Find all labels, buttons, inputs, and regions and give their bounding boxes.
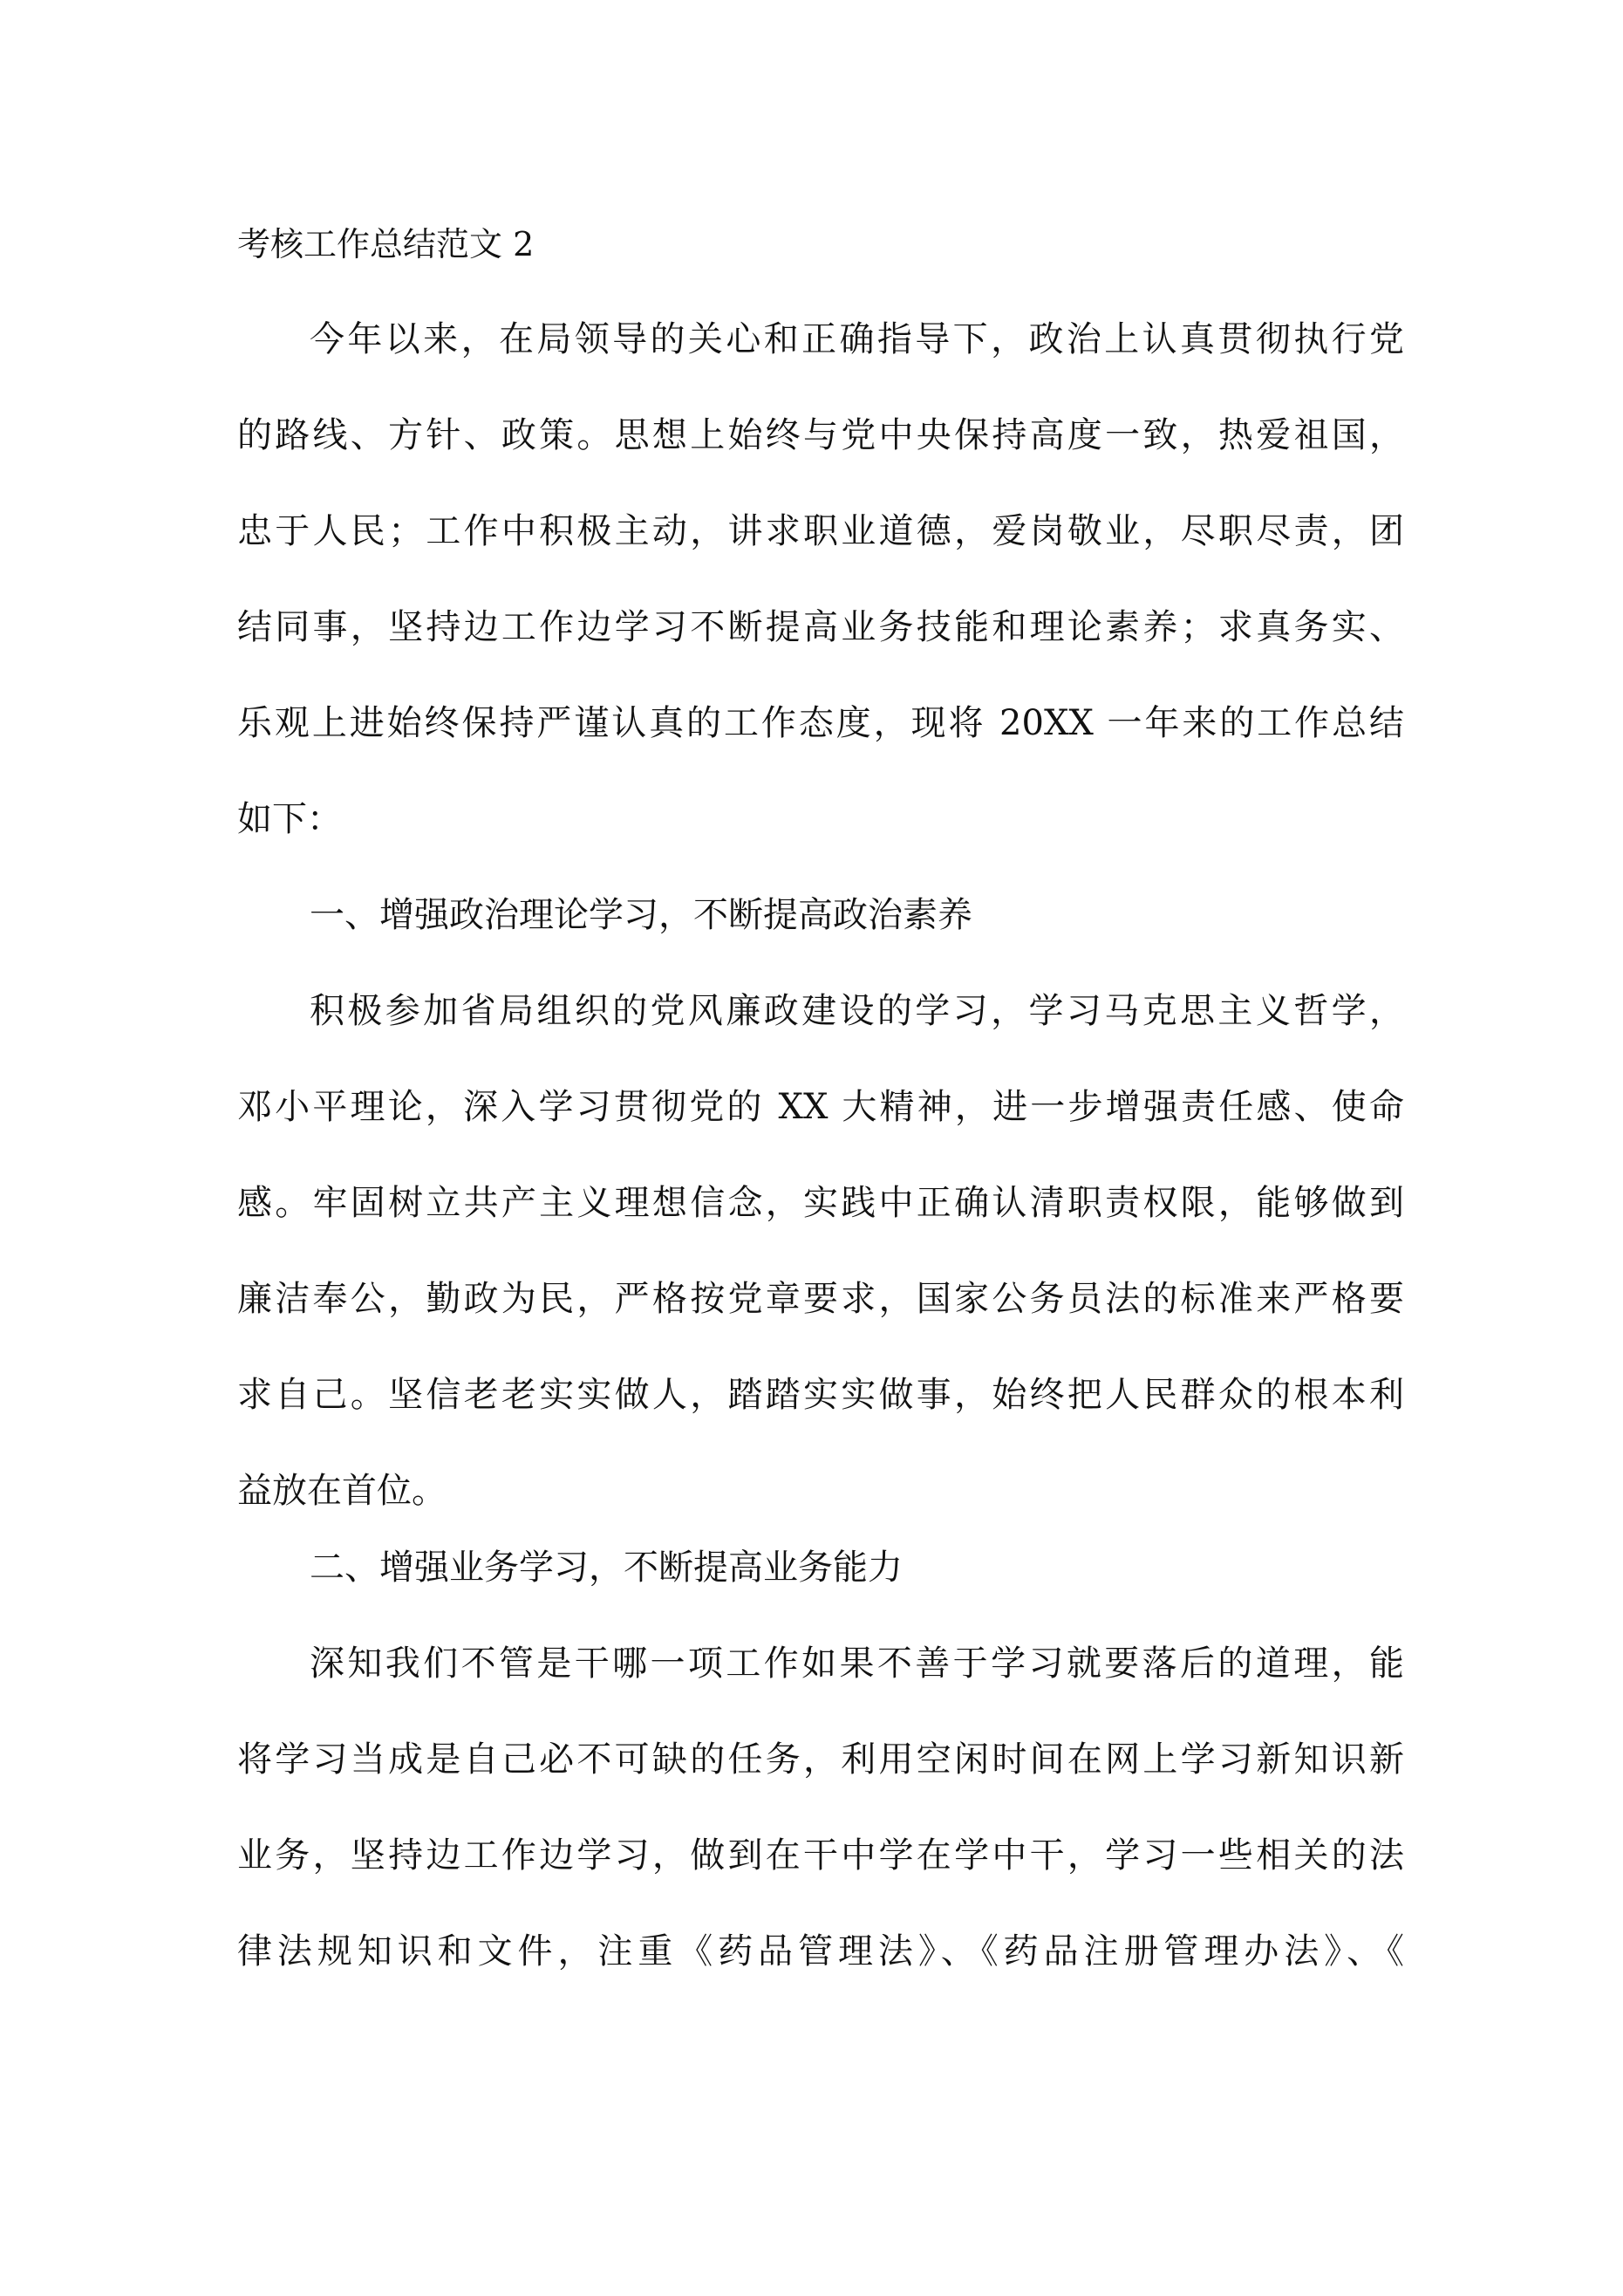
paragraph-line: 将学习当成是自己必不可缺的任务，利用空闲时间在网上学习新知识新 [237, 1739, 1404, 1780]
paragraph-line: 今年以来，在局领导的关心和正确指导下，政治上认真贯彻执行党 [310, 319, 1404, 359]
section-heading-1: 一、增强政治理论学习，不断提高政治素养 [310, 895, 972, 935]
paragraph-line: 邓小平理论，深入学习贯彻党的 XX 大精神，进一步增强责任感、使命 [237, 1087, 1404, 1127]
paragraph-line: 如下： [237, 799, 342, 839]
paragraph-line: 的路线、方针、政策。思想上始终与党中央保持高度一致，热爱祖国， [237, 415, 1404, 455]
paragraph-line: 律法规知识和文件，注重《药品管理法》、《药品注册管理办法》、《 [237, 1931, 1404, 1971]
section-heading-2: 二、增强业务学习，不断提高业务能力 [310, 1548, 903, 1588]
paragraph-line: 求自己。坚信老老实实做人，踏踏实实做事，始终把人民群众的根本利 [237, 1375, 1404, 1415]
paragraph-line: 深知我们不管是干哪一项工作如果不善于学习就要落后的道理，能 [310, 1643, 1404, 1684]
paragraph-line: 忠于人民；工作中积极主动，讲求职业道德，爱岗敬业，尽职尽责，团 [237, 511, 1404, 551]
paragraph-line: 业务，坚持边工作边学习，做到在干中学在学中干，学习一些相关的法 [237, 1835, 1404, 1876]
paragraph-line: 结同事，坚持边工作边学习不断提高业务技能和理论素养；求真务实、 [237, 607, 1404, 647]
document-title: 考核工作总结范文 2 [237, 225, 535, 263]
paragraph-line: 感。牢固树立共产主义理想信念，实践中正确认清职责权限，能够做到 [237, 1183, 1404, 1223]
paragraph-line: 廉洁奉公，勤政为民，严格按党章要求，国家公务员法的标准来严格要 [237, 1279, 1404, 1319]
paragraph-line: 乐观上进始终保持严谨认真的工作态度，现将 20XX 一年来的工作总结 [237, 703, 1404, 743]
paragraph-line: 益放在首位。 [237, 1471, 447, 1511]
paragraph-line: 积极参加省局组织的党风廉政建设的学习，学习马克思主义哲学， [310, 991, 1404, 1031]
